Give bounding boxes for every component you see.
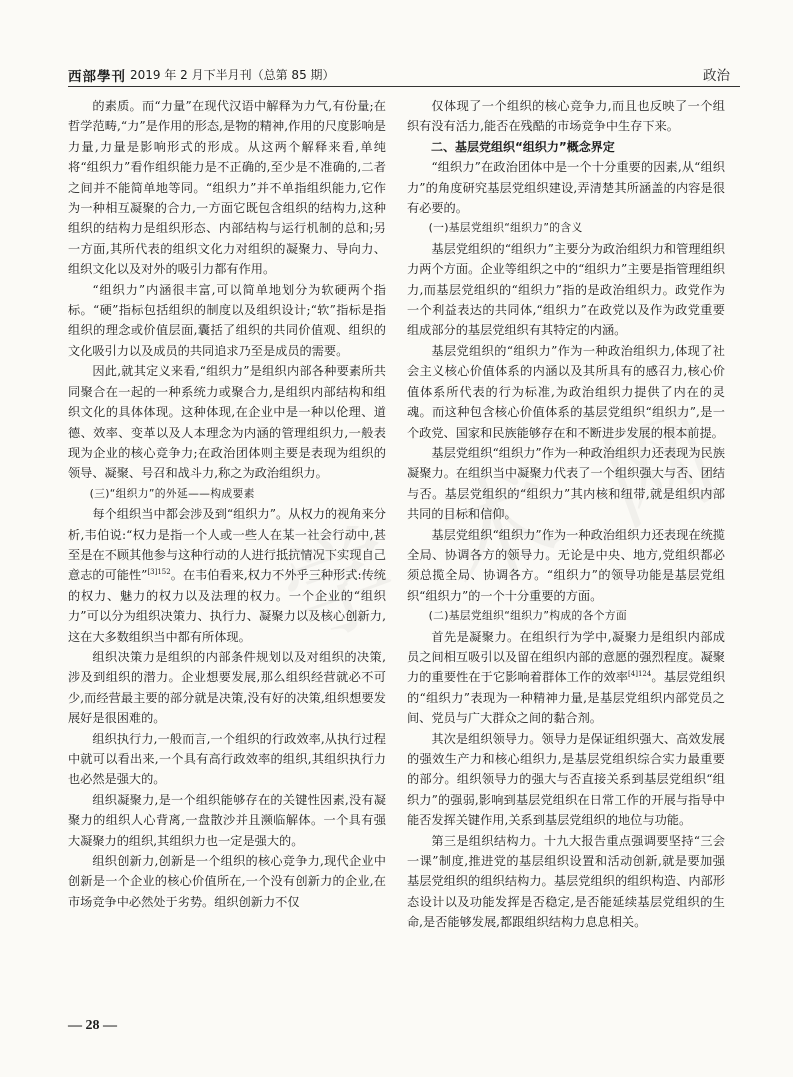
paragraph-text: 二、基层党组织“组织力”概念界定 (431, 139, 615, 154)
paragraph-text: 仅体现了一个组织的核心竞争力,而且也反映了一个组织有没有活力,能否在残酷的市场竞争中生存下来。 (407, 99, 725, 134)
citation-ref: [4]124 (628, 670, 652, 679)
paragraph (68, 647, 386, 729)
paragraph (68, 729, 386, 790)
paragraph (68, 280, 386, 362)
paragraph-text: 。基层党组织的“组织力”表现为一种精神力量,是基层党组织内部党员之间、党员与广大群众之间的黏合剂。 (407, 670, 726, 726)
section-label: 政治 (703, 68, 730, 84)
paragraph (407, 627, 725, 729)
paragraph-text: 组织决策力是组织的内部条件规划以及对组织的决策,涉及到组织的潜力。企业想要发展,那么组织经营就必不可少,而经营最主要的部分就是决策,没有好的决策,组织想要发展好是很困难的。 (68, 649, 386, 726)
section-heading (407, 137, 725, 157)
paragraph (68, 96, 386, 280)
subsection-heading (407, 606, 725, 626)
paragraph-text: 组织凝聚力,是一个组织能够存在的关键性因素,没有凝聚力的组织人心背离,一盘散沙并且濒临解体。一个具有强大凝聚力的组织,其组织力也一定是强大的。 (68, 792, 386, 848)
paragraph-text: “组织力”内涵很丰富,可以简单地划分为软硬两个指标。“硬”指标包括组织的制度以及组织设计;“软”指标是指组织的理念或价值层面,囊括了组织的共同价值观、组织的文化吸引力以及成员的共同追求乃至是成员的需要。 (68, 282, 386, 358)
left-column (68, 96, 386, 912)
paragraph (68, 790, 386, 851)
paragraph-text: 基层党组织的“组织力”作为一种政治组织力,体现了社会主义核心价值体系的内涵以及其所具有的感召力,核心价值体系所代表的行为标准,为政治组织力提供了内在的灵魂。而这种包含核心价值体系的基层党组织“组织力”,是一个政党、国家和民族能够存在和不断进步发展的根本前提。 (407, 343, 725, 440)
issue-info: 2019 年 2 月下半月刊（总第 85 期） (130, 68, 335, 82)
paragraph-text: 基层党组织“组织力”作为一种政治组织力还表现为民族凝聚力。在组织当中凝聚力代表了一个组织强大与否、团结与否。基层党组织的“组织力”其内核和纽带,就是组织内部共同的目标和信仰。 (407, 445, 725, 522)
subsection-heading (407, 218, 725, 238)
paragraph-text: 组织创新力,创新是一个组织的核心竞争力,现代企业中创新是一个企业的核心价值所在,一个没有创新力的企业,在市场竞争中必然处于劣势。组织创新力不仅 (68, 854, 386, 909)
paragraph-text: (三)“组织力”的外延——构成要素 (89, 486, 255, 500)
paragraph-text: “组织力”在政治团体中是一个十分重要的因素,从“组织力”的角度研究基层党组织建设,弄清楚其所涵盖的内容是很有必要的。 (407, 160, 725, 216)
right-column (407, 96, 725, 933)
paragraph-text: 。在韦伯看来,权力不外乎三种形式:传统的权力、魅力的权力以及法理的权力。一个企业的“组织力”可以分为组织决策力、执行力、凝聚力以及核心创新力,这在大多数组织当中都有所体现。 (68, 568, 386, 644)
paragraph (68, 361, 386, 483)
paragraph-text: (一)基层党组织“组织力”的含义 (428, 221, 583, 235)
journal-logo: 西部學刊 (68, 69, 126, 84)
paragraph (407, 525, 725, 607)
paragraph-text: 其次是组织领导力。领导力是保证组织强大、高效发展的强效生产力和核心组织力,是基层党组织综合实力最重要的部分。组织领导力的强大与否直接关系到基层党组织“组织力”的强弱,影响到基层党组织在日常工作的开展与指导中能否发挥关键作用,关系到基层党组织的地位与功能。 (407, 731, 725, 828)
paragraph (407, 239, 725, 341)
paragraph-text: 第三是组织结构力。十九大报告重点强调要坚持“三会一课”制度,推进党的基层组织设置和活动创新,就是要加强基层党组织的组织结构力。基层党组织的组织构造、内部形态设计以及功能发挥是否稳定,是否能延续基层党组织的生命,是否能够发展,都跟组织结构力息息相关。 (407, 833, 725, 930)
paragraph-text: 的素质。而“力量”在现代汉语中解释为力气,有份量;在哲学范畴,“力”是作用的形态,是物的精神,作用的尺度影响是力量,力量是影响形式的形成。从这两个解释来看,单纯将“组织力”看作组织能力是不正确的,至少是不准确的,二者之间并不能简单地等同。“组织力”并不单指组织能力,它作为一种相互凝聚的合力,一方面它既包含组织的结构力,这种组织的结构力是组织形态、内部结构与运行机制的总和;另一方面,其所代表的组织文化力对组织的凝聚力、导向力、组织文化以及对外的吸引力都有作用。 (68, 99, 386, 277)
subsection-heading (68, 484, 386, 504)
paragraph-text: (二)基层党组织“组织力”构成的各个方面 (428, 609, 627, 623)
paragraph (68, 504, 386, 647)
paragraph-text: 组织执行力,一般而言,一个组织的行政效率,从执行过程中就可以看出来,一个具有高行政效率的组织,其组织执行力也必然是强大的。 (68, 731, 386, 787)
paragraph (407, 831, 725, 933)
paragraph (407, 341, 725, 443)
paragraph-text: 每个组织当中都会涉及到“组织力”。从权力的视角来分析,韦伯说:“权力是指一个人或一些人在某一社会行动中,甚至是在不顾其他参与这种行动的人进行抵抗情况下实现自己意志的可能性” (68, 507, 386, 583)
paragraph (407, 729, 725, 831)
paragraph (407, 157, 725, 218)
header-rule (68, 86, 740, 87)
paragraph-text: 因此,就其定义来看,“组织力”是组织内部各种要素所共同聚合在一起的一种系统力或聚合力,是组织内部结构和组织文化的具体体现。这种体现,在企业中是一种以伦理、道德、效率、变革以及人本理念为内涵的管理组织力,一般表现为企业的核心竞争力;在政治团体则主要是表现为组织的领导、凝聚、号召和战斗力,称之为政治组织力。 (68, 364, 386, 481)
running-header (68, 64, 740, 86)
paragraph-text: 基层党组织“组织力”作为一种政治组织力还表现在统揽全局、协调各方的领导力。无论是中央、地方,党组织都必须总揽全局、协调各方。“组织力”的领导功能是基层党组织“组织力”的一个十分重要的方面。 (407, 527, 725, 603)
paragraph-text: 基层党组织的“组织力”主要分为政治组织力和管理组织力两个方面。企业等组织之中的“组织力”主要是指管理组织力,而基层党组织的“组织力”指的是政治组织力。政党作为一个利益表达的共同体,“组织力”在政党以及作为政党重要组成部分的基层党组织有其特定的内涵。 (407, 241, 725, 338)
paragraph (68, 851, 386, 912)
page-number: — 28 — (68, 1018, 117, 1033)
paragraph-text: 首先是凝聚力。在组织行为学中,凝聚力是组织内部成员之间相互吸引以及留在组织内部的意愿的强烈程度。凝聚力的重要性在于它影响着群体工作的效率 (407, 629, 725, 685)
paragraph (407, 96, 725, 137)
citation-ref: [3]152 (147, 568, 171, 577)
paragraph (407, 443, 725, 525)
